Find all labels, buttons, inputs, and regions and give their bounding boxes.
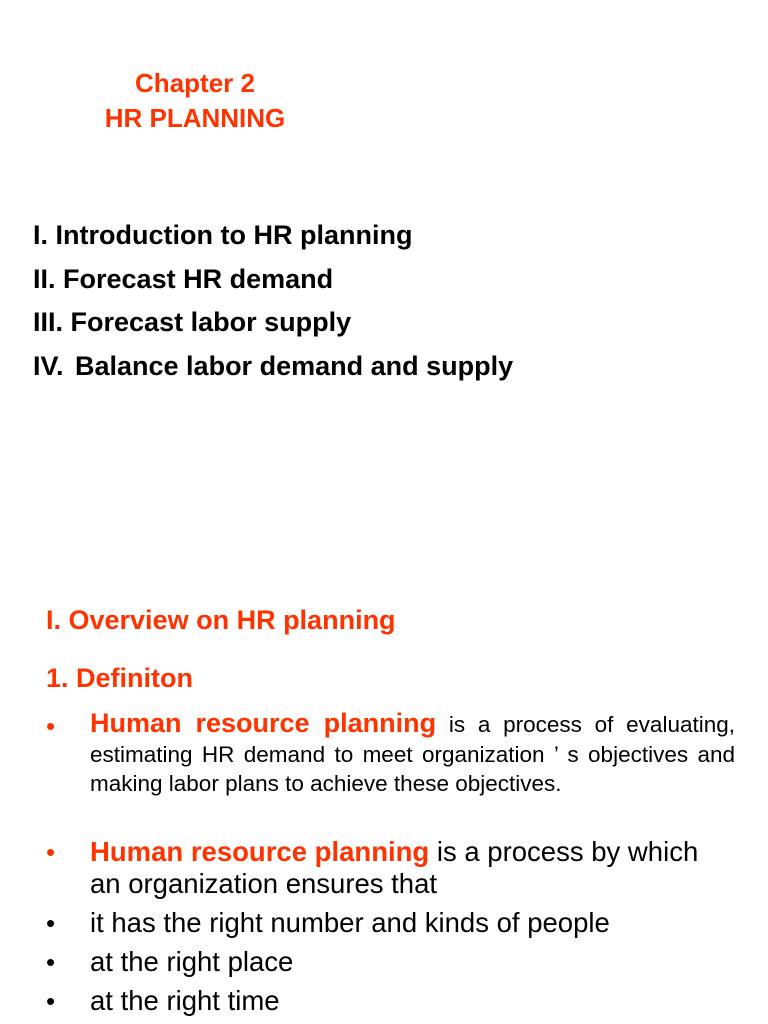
outline-item-text: Introduction to HR planning [55, 220, 413, 250]
bullet-icon: • [46, 711, 56, 741]
chapter-subject: HR PLANNING [104, 103, 286, 133]
bullet-icon: • [46, 947, 56, 977]
outline-item [33, 301, 513, 345]
outline-item-text: Forecast HR demand [63, 263, 334, 294]
outline-item-text: Balance labor demand and supply [75, 350, 514, 381]
definition-bullet-1 [46, 709, 735, 799]
outline-item-number: II. [33, 263, 56, 294]
outline-item [33, 345, 513, 389]
outline-item-number: I. [33, 220, 49, 250]
list-item [46, 907, 735, 939]
definition-text: is a process of evaluating, estimating HR demand to meet organization ’ s objectives and making labor plans to achieve these objectives. [90, 712, 735, 796]
definition-bullet-2 [46, 836, 735, 900]
bullet-icon: • [46, 908, 56, 938]
outline-item [33, 214, 513, 258]
list-item [46, 985, 735, 1017]
section-heading: I. Overview on HR planning [46, 605, 396, 635]
list-item [46, 946, 735, 978]
definition-text: is a process by which an organization ensures that [90, 836, 699, 899]
chapter-outline [33, 214, 513, 388]
chapter-title: Chapter 2 [135, 68, 255, 98]
outline-item-text: Forecast labor supply [70, 307, 352, 337]
bullet-icon: • [46, 986, 56, 1016]
bullet-text: it has the right number and kinds of people [90, 907, 610, 938]
term-highlight: Human resource planning [90, 836, 430, 867]
bullet-text [90, 709, 735, 799]
term-highlight: Human resource planning [90, 708, 437, 738]
section-subheading: 1. Definiton [46, 663, 193, 693]
outline-item-number: IV. [33, 350, 64, 381]
bullet-text: at the right place [90, 946, 294, 977]
bullet-text: at the right time [90, 985, 280, 1016]
outline-item [33, 258, 513, 302]
bullet-text [90, 836, 735, 900]
outline-item-number: III. [33, 307, 64, 337]
bullet-icon: • [46, 837, 56, 867]
